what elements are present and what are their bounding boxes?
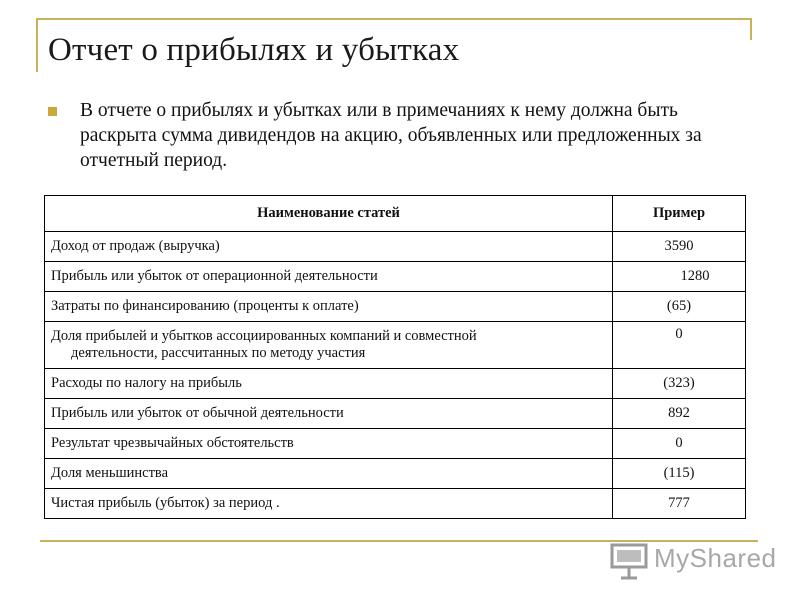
row-label: Расходы по налогу на прибыль (45, 369, 613, 399)
row-label: Доля меньшинства (45, 459, 613, 489)
table-row (45, 369, 746, 399)
bullet-text: В отчете о прибылях и убытках или в примечаниях к нему должна быть раскрыта сумма дивидендов на акцию, объявленных или предложенных за отчетный период. (80, 100, 702, 171)
row-label: Прибыль или убыток от операционной деятельности (45, 262, 613, 292)
square-bullet-icon (48, 107, 57, 116)
row-label: Результат чрезвычайных обстоятельств (45, 429, 613, 459)
table-row (45, 292, 746, 322)
table-row (45, 262, 746, 292)
row-value: (65) (613, 292, 746, 322)
table-row (45, 399, 746, 429)
row-value: 777 (613, 489, 746, 519)
row-value: (115) (613, 459, 746, 489)
row-value: 0 (613, 429, 746, 459)
bullet-point (48, 98, 738, 173)
frame-line-left (36, 18, 38, 72)
row-label: Прибыль или убыток от обычной деятельности (45, 399, 613, 429)
row-label-line1: Доля прибылей и убытков ассоциированных компаний и совместной (51, 328, 477, 344)
row-value: 0 (613, 322, 746, 369)
myshared-watermark (610, 541, 777, 581)
table-row (45, 489, 746, 519)
row-label: Доход от продаж (выручка) (45, 232, 613, 262)
table-header-row (45, 196, 746, 232)
row-label (45, 322, 613, 369)
table-row (45, 322, 746, 369)
frame-line-top (36, 18, 752, 20)
frame-line-right (750, 18, 752, 40)
row-label: Чистая прибыль (убыток) за период . (45, 489, 613, 519)
table-row (45, 232, 746, 262)
row-value: 1280 (613, 262, 746, 292)
watermark-text: MyShared (654, 543, 777, 573)
row-label: Затраты по финансированию (проценты к оплате) (45, 292, 613, 322)
slide-title: Отчет о прибылях и убытках (48, 32, 460, 68)
column-header-items: Наименование статей (45, 196, 613, 232)
presentation-board-icon (610, 541, 650, 581)
row-value: (323) (613, 369, 746, 399)
column-header-example: Пример (613, 196, 746, 232)
income-statement-table (44, 195, 746, 519)
table-row (45, 429, 746, 459)
table-row (45, 459, 746, 489)
row-value: 892 (613, 399, 746, 429)
row-label-line2: деятельности, рассчитанных по методу участия (71, 345, 366, 361)
row-value: 3590 (613, 232, 746, 262)
